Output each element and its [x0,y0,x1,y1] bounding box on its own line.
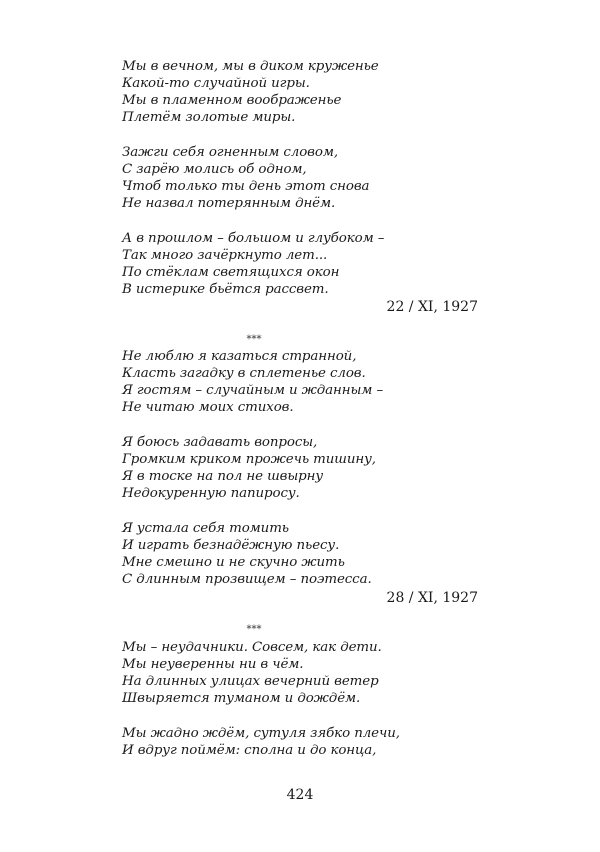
poem-line: Швыряется туманом и дождём. [122,691,361,706]
poem-line: Не назвал потерянным днём. [122,196,336,211]
poem-line: Так много зачёркнуто лет... [122,248,328,263]
poem-line: А в прошлом – большом и глубоком – [122,231,385,246]
poem-date: 22 / XI, 1927 [386,299,478,315]
poem-line: С длинным прозвищем – поэтесса. [122,572,372,587]
poem-line: Громким криком прожечь тишину, [122,452,376,467]
poem-date: 28 / XI, 1927 [386,590,478,606]
poem-line: Не читаю моих стихов. [122,400,294,415]
poem-line: На длинных улицах вечерний ветер [122,674,379,689]
poem-line: С зарёю молись об одном, [122,162,307,177]
poem-line: Чтоб только ты день этот снова [122,179,370,194]
poem-line: Недокуренную папиросу. [122,486,300,501]
poem-line: И вдруг поймём: сполна и до конца, [122,743,377,758]
poem-line: Мы в пламенном воображенье [122,93,342,108]
poem-line: Какой-то случайной игры. [122,76,310,91]
poem-line: И играть безнадёжную пьесу. [122,538,340,553]
poem-line: Не люблю я казаться странной, [122,349,357,364]
poem-line: Я устала себя томить [122,521,289,536]
page-number: 424 [286,787,314,803]
poem-line: Я в тоске на пол не швырну [122,469,324,484]
poem-line: В истерике бьётся рассвет. [122,282,329,297]
poem-line: Мы в вечном, мы в диком круженье [122,59,379,74]
poem-line: Класть загадку в сплетенье слов. [122,366,366,381]
poem-line: Зажги себя огненным словом, [122,145,338,160]
poem-line: Плетём золотые миры. [122,110,296,125]
poem-line: По стёклам светящихся окон [122,265,340,280]
poem-line: Мы – неудачники. Совсем, как дети. [122,640,382,655]
poem-line: Я боюсь задавать вопросы, [122,435,318,450]
poem-line: Мне смешно и не скучно жить [122,555,345,570]
poem-line: Я гостям – случайным и жданным – [122,383,384,398]
section-separator: *** [246,624,262,635]
poem-line: Мы неуверенны ни в чём. [122,657,304,672]
poem-line: Мы жадно ждём, сутуля зябко плечи, [122,726,400,741]
section-separator: *** [246,334,262,345]
